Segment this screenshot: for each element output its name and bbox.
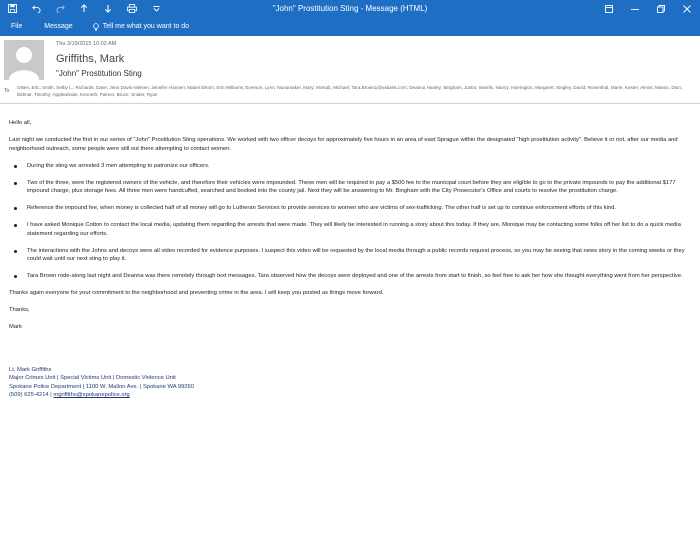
sender-first-name: Mark xyxy=(9,324,22,330)
arrow-down-icon[interactable] xyxy=(96,0,120,17)
list-item xyxy=(9,247,691,264)
list-item xyxy=(9,162,691,171)
arrow-up-icon[interactable] xyxy=(72,0,96,17)
signature-address: Spokane Police Department | 1100 W. Mallon Ave. | Spokane WA 99260 xyxy=(9,383,194,390)
avatar xyxy=(4,40,44,80)
to-label: To xyxy=(4,88,10,94)
intro-paragraph: Last night we conducted the first in our series of "John" Prostitution Sting operations. We worked with two officer decoys for approximately five hours in an area of east Sprague within the designated "high prostitution activity". Believe it or not, after our media and neighborhood outreach, some people were still out there attempting to contact women. xyxy=(9,137,678,152)
message-header xyxy=(0,36,700,104)
close-icon[interactable] xyxy=(674,0,700,17)
bullet-icon xyxy=(14,224,17,227)
minimize-icon[interactable] xyxy=(622,0,648,17)
signature-name: Lt. Mark Griffiths xyxy=(9,366,52,373)
email-signature xyxy=(9,366,691,400)
recipient-list[interactable]: Olsen, Eric; Smith, Selby L.; Richards, Dave; Jenn Davis Nielsen; Jennifer Hansen; Mabel Elsom; Erin Williams; Everson, Lynn; Nunamaker, Mary; McNab, Michael; Tara.Brown1@usbank.com; Deanna Hanley; Bingham, Justin; Isserlis, Nancy; Harrington, Margaret; Singley, David; Rosenthal, Marie; Kester, Alexis; Mason, Dion; Dittmar, Timothy; Applewhaite, Kenneth; Palmer, Bruce; Snider, Ryan xyxy=(17,85,683,97)
list-item-text: I have asked Monique Cotton to contact the local media, updating them regarding the arrests that were made. They will likely be interested in running a story about this today. If they are, Monique may be contacting some folks off her list to do a quick media statement regarding our efforts. xyxy=(27,222,681,237)
list-item xyxy=(9,221,691,238)
lightbulb-icon xyxy=(93,23,99,31)
list-item xyxy=(9,272,691,281)
bullet-icon xyxy=(14,250,17,253)
list-item-text: Tara Brown rode-along last night and Deanna was there remotely through text messages. Tara observed how the decoys were deployed and one of the arrests from start to finish, so feel free to ask her how she thought everything went from her perspective. xyxy=(27,273,683,279)
sign-off: Thanks, xyxy=(9,307,30,313)
redo-icon[interactable] xyxy=(48,0,72,17)
message-body xyxy=(9,119,691,400)
bullet-list xyxy=(9,162,691,281)
window-title: "John" Prostitution Sting - Message (HTML) xyxy=(272,4,428,13)
print-icon[interactable] xyxy=(120,0,144,17)
signature-phone: (509) 625-4214 | xyxy=(9,392,54,398)
signature-units: Major Crimes Unit | Special Victims Unit | Domestic Violence Unit xyxy=(9,375,176,381)
header-divider xyxy=(0,103,700,104)
bullet-icon xyxy=(14,207,17,210)
dropdown-icon[interactable] xyxy=(144,0,168,17)
quick-access-toolbar xyxy=(0,0,168,17)
list-item-text: The interactions with the Johns and decoys were all video recorded for evidence purposes. I suspect this video will be requested by the local media through a public records request process, so you may be seeing that news story in the coming weeks or they could wait until our next sting to play it. xyxy=(27,247,685,262)
list-item-text: Reference the impound fee, when money is collected half of all money will go to Lutheran Services to provide services to women who are victims of sex-trafficking. The other half is set up to continue enforcement efforts of this kind. xyxy=(27,205,617,211)
tab-file[interactable]: File xyxy=(11,23,23,30)
tell-me-text: Tell me what you want to do xyxy=(102,23,190,30)
message-subject: "John" Prostitution Sting xyxy=(56,69,142,78)
ribbon xyxy=(0,17,700,36)
ribbon-display-icon[interactable] xyxy=(596,0,622,17)
save-icon[interactable] xyxy=(0,0,24,17)
list-item xyxy=(9,179,691,196)
bullet-icon xyxy=(14,165,17,168)
list-item-text: During the sting we arrested 3 men attempting to patronize our officers. xyxy=(27,162,210,169)
tell-me-box[interactable] xyxy=(93,23,189,31)
signature-contact xyxy=(9,391,691,400)
bullet-icon xyxy=(14,182,17,185)
window-controls xyxy=(596,0,700,17)
list-item xyxy=(9,204,691,213)
list-item-text: Two of the three, were the registered owners of the vehicle, and therefore their vehicles were impounded. These men will be required to pay a $500 fee to the municipal court before they are eligible to go to the private impounds to pay the additional $177 impound charge, plus storage fees. All three men were handcuffed, searched and booked into the county jail. Next they will be answering to Mr. Bingham with the City Prosecutor's Office and courts to resolve the prostitution charge. xyxy=(27,179,676,194)
signature-email-link[interactable]: mgriffiths@spokanepolice.org xyxy=(53,392,130,398)
sender-name[interactable]: Griffiths, Mark xyxy=(56,53,125,65)
greeting: Hello all, xyxy=(9,120,32,126)
tab-message[interactable]: Message xyxy=(44,23,73,30)
message-date: Thu 3/19/2015 10:02 AM xyxy=(56,41,117,47)
title-bar xyxy=(0,0,700,17)
restore-icon[interactable] xyxy=(648,0,674,17)
closing-paragraph: Thanks again everyone for your commitment to the neighborhood and preventing crime in the area. I will keep you posted as things move forward. xyxy=(9,290,384,296)
undo-icon[interactable] xyxy=(24,0,48,17)
bullet-icon xyxy=(14,275,17,278)
